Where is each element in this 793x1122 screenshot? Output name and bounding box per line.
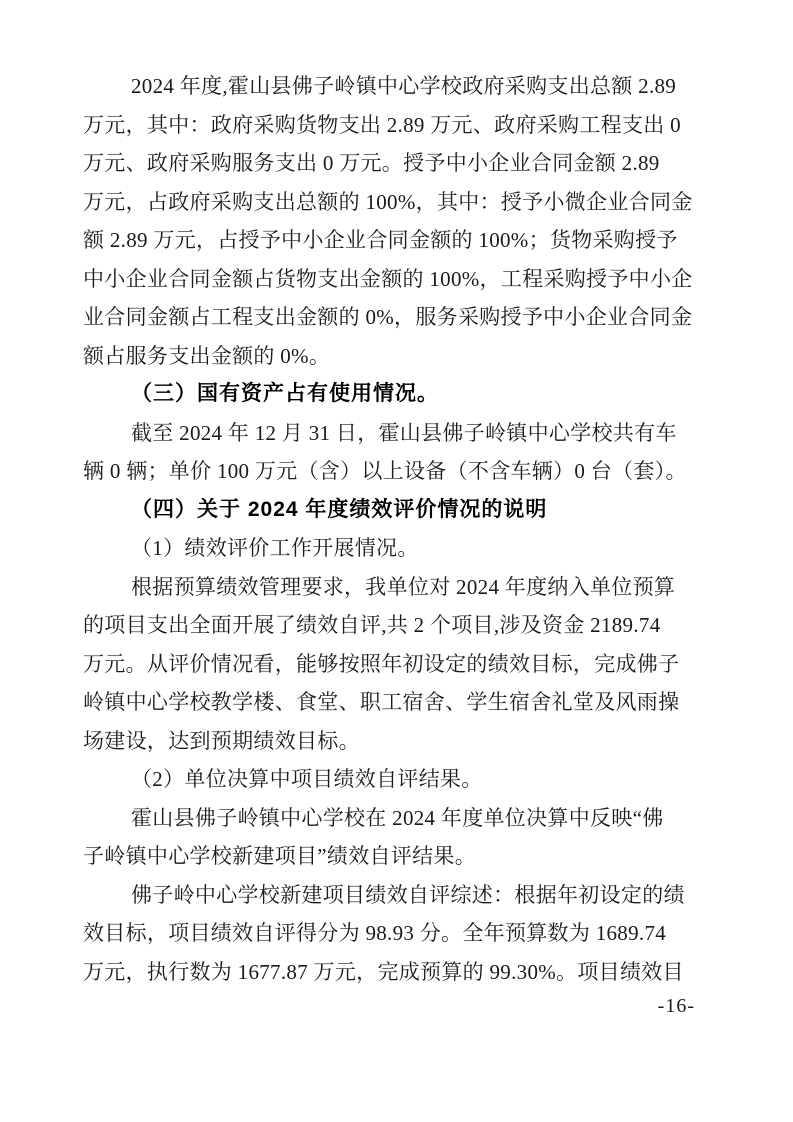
text-line: 岭镇中心学校教学楼、食堂、职工宿舍、学生宿舍礼堂及风雨操 xyxy=(83,690,680,714)
subsection-heading: （1）绩效评价工作开展情况。 xyxy=(131,536,419,560)
text-line: 佛子岭中心学校新建项目绩效自评综述：根据年初设定的绩 xyxy=(131,882,685,907)
text-line: 霍山县佛子岭镇中心学校在 2024 年度单位决算中反映“佛 xyxy=(131,805,664,830)
text-line: 万元、政府采购服务支出 0 万元。授予中小企业合同金额 2.89 xyxy=(83,151,660,175)
text-line: 万元，执行数为 1677.87 万元，完成预算的 99.30%。项目绩效目 xyxy=(83,959,684,984)
text-line: 中小企业合同金额占货物支出金额的 100%，工程采购授予中小企 xyxy=(83,266,693,291)
document-body xyxy=(83,67,695,991)
text-line: 额 2.89 万元，占授予中小企业合同金额的 100%；货物采购授予 xyxy=(83,228,678,252)
text-line: 2024 年度,霍山县佛子岭镇中心学校政府采购支出总额 2.89 xyxy=(131,74,677,98)
text-line: 万元，其中：政府采购货物支出 2.89 万元、政府采购工程支出 0 xyxy=(83,112,681,137)
section-heading-state-assets: （三）国有资产占有使用情况。 xyxy=(131,382,439,405)
text-line: 万元，占政府采购支出总额的 100%，其中：授予小微企业合同金 xyxy=(83,189,693,214)
page-number: -16- xyxy=(657,995,695,1017)
text-line: 截至 2024 年 12 月 31 日，霍山县佛子岭镇中心学校共有车 xyxy=(131,420,677,445)
text-line: 辆 0 辆；单价 100 万元（含）以上设备（不含车辆）0 台（套）。 xyxy=(83,459,687,483)
text-line: 的项目支出全面开展了绩效自评,共 2 个项目,涉及资金 2189.74 xyxy=(83,613,661,637)
text-line: 子岭镇中心学校新建项目”绩效自评结果。 xyxy=(83,844,477,868)
text-line: 业合同金额占工程支出金额的 0%，服务采购授予中小企业合同金 xyxy=(83,305,693,329)
section-heading-performance-evaluation: （四）关于 2024 年度绩效评价情况的说明 xyxy=(131,497,548,521)
text-line: 效目标，项目绩效自评得分为 98.93 分。全年预算数为 1689.74 xyxy=(83,921,667,945)
text-line: 额占服务支出金额的 0%。 xyxy=(83,343,331,368)
text-line: 万元。从评价情况看，能够按照年初设定的绩效目标，完成佛子 xyxy=(83,651,680,676)
text-line: 根据预算绩效管理要求，我单位对 2024 年度纳入单位预算 xyxy=(131,574,676,599)
text-line: 场建设，达到预期绩效目标。 xyxy=(83,728,360,753)
subsection-heading: （2）单位决算中项目绩效自评结果。 xyxy=(131,767,483,791)
